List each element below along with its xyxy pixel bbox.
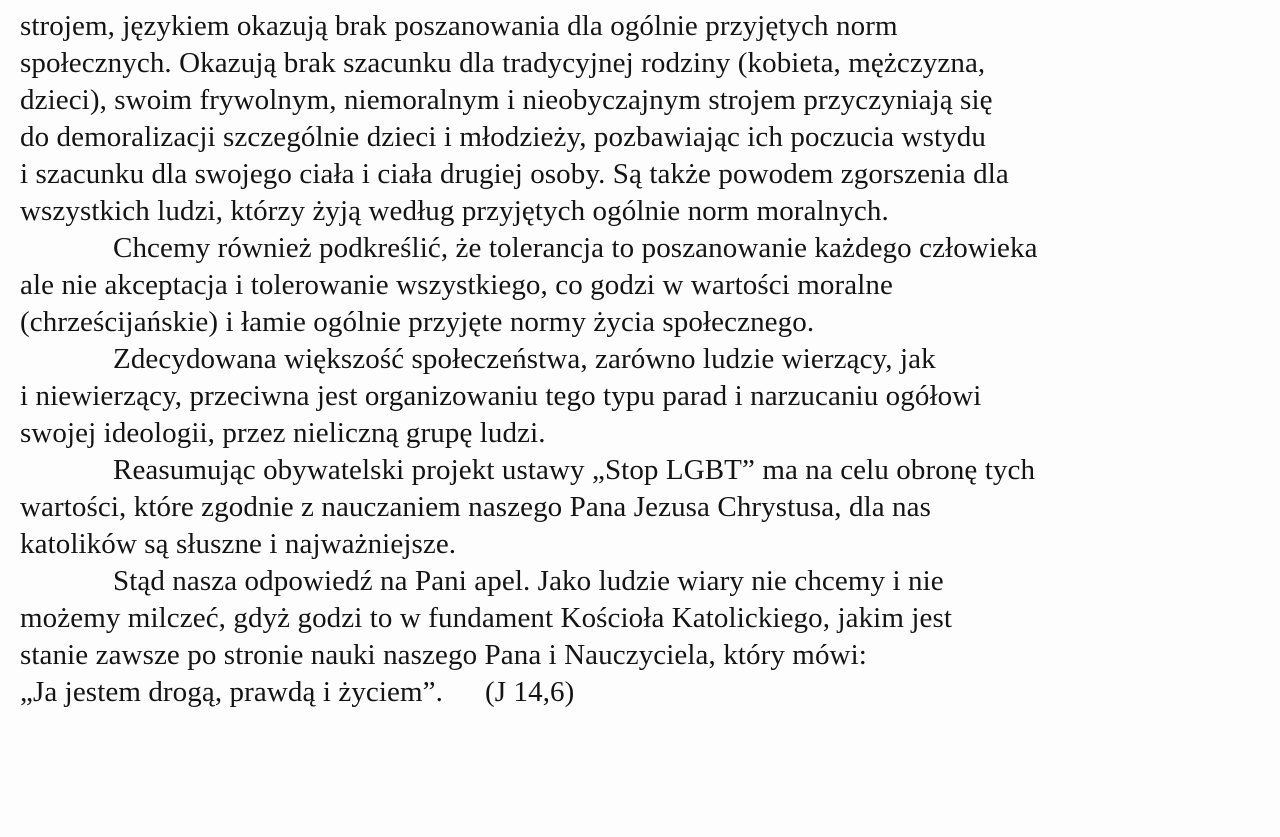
text-line: i niewierzący, przeciwna jest organizowaniu tego typu parad i narzucaniu ogółowi xyxy=(20,380,982,412)
bible-citation: (J 14,6) xyxy=(485,676,575,708)
paragraph-first-line: Stąd nasza odpowiedź na Pani apel. Jako ludzie wiary nie chcemy i nie xyxy=(113,565,944,597)
text-line: strojem, językiem okazują brak poszanowania dla ogólnie przyjętych norm xyxy=(20,10,898,42)
text-line: możemy milczeć, gdyż godzi to w fundament Kościoła Katolickiego, jakim jest xyxy=(20,602,953,634)
quote-line xyxy=(20,674,1270,711)
text-line: stanie zawsze po stronie nauki naszego Pana i Nauczyciela, który mówi: xyxy=(20,639,867,671)
text-line: katolików są słuszne i najważniejsze. xyxy=(20,528,457,560)
paragraph-first-line: Zdecydowana większość społeczeństwa, zarówno ludzie wierzący, jak xyxy=(113,343,936,375)
text-line: wartości, które zgodnie z nauczaniem naszego Pana Jezusa Chrystusa, dla nas xyxy=(20,491,932,523)
paragraph-first-line: Reasumując obywatelski projekt ustawy „Stop LGBT” ma na celu obronę tych xyxy=(113,454,1036,486)
text-line: dzieci), swoim frywolnym, niemoralnym i nieobyczajnym strojem przyczyniają się xyxy=(20,84,993,116)
text-line: swojej ideologii, przez nieliczną grupę ludzi. xyxy=(20,417,546,449)
text-line: i szacunku dla swojego ciała i ciała drugiej osoby. Są także powodem zgorszenia dla xyxy=(20,158,1009,190)
text-line: społecznych. Okazują brak szacunku dla tradycyjnej rodziny (kobieta, mężczyzna, xyxy=(20,47,986,79)
text-line: do demoralizacji szczególnie dzieci i młodzieży, pozbawiając ich poczucia wstydu xyxy=(20,121,986,153)
quote-text: „Ja jestem drogą, prawdą i życiem”. xyxy=(20,676,444,708)
text-line: wszystkich ludzi, którzy żyją według przyjętych ogólnie norm moralnych. xyxy=(20,195,889,227)
document-body-text xyxy=(20,8,1270,711)
text-line: (chrześcijańskie) i łamie ogólnie przyjęte normy życia społecznego. xyxy=(20,306,815,338)
paragraph-first-line: Chcemy również podkreślić, że tolerancja to poszanowanie każdego człowieka xyxy=(113,232,1038,264)
text-line: ale nie akceptacja i tolerowanie wszystkiego, co godzi w wartości moralne xyxy=(20,269,893,301)
